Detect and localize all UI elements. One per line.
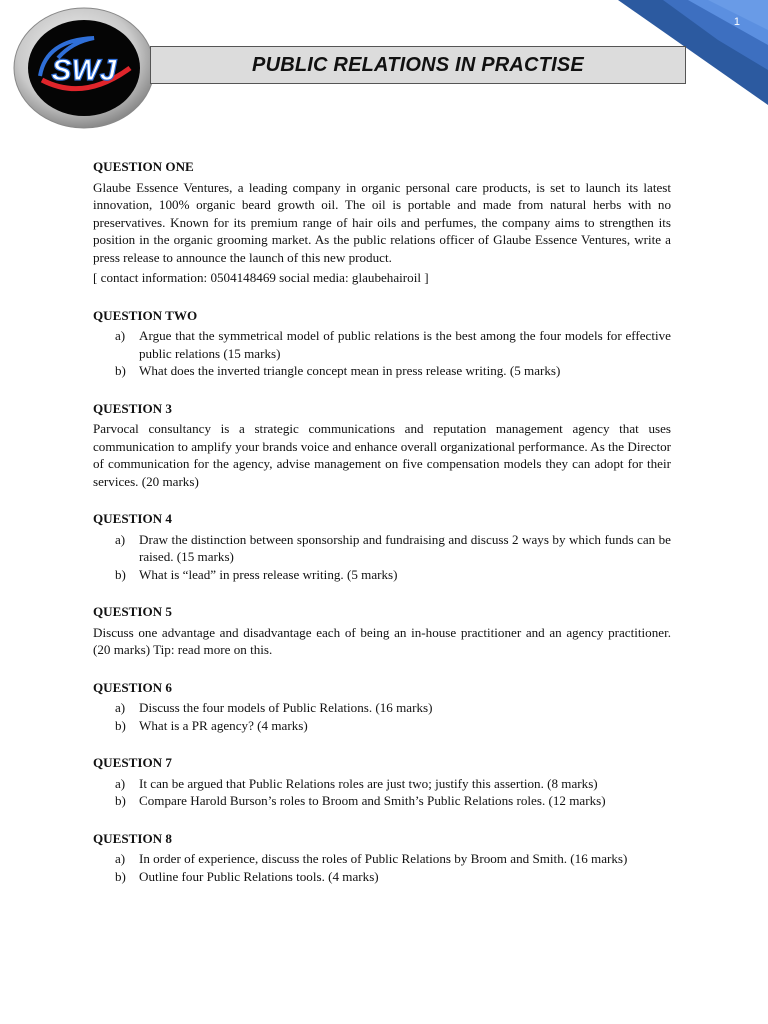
sub-question	[93, 717, 671, 735]
sub-question-list	[93, 775, 671, 810]
sub-question-list	[93, 699, 671, 734]
page-number: 1	[733, 16, 740, 28]
question-body: Discuss one advantage and disadvantage each of being an in-house practitioner and an agency practitioner. (20 marks) Tip: read more on this.	[93, 624, 671, 657]
sub-question-marker: b)	[115, 868, 126, 884]
question-heading: QUESTION 7	[93, 755, 172, 770]
sub-question-list	[93, 850, 671, 885]
question-four-section	[93, 510, 671, 583]
sub-question-text: Compare Harold Burson’s roles to Broom and Smith’s Public Relations roles. (12 marks)	[139, 793, 606, 808]
question-six-section	[93, 679, 671, 735]
sub-question-text: Argue that the symmetrical model of public relations is the best among the four models for effective public relations (15 marks)	[139, 328, 671, 361]
question-heading: QUESTION TWO	[93, 307, 198, 323]
document-title: PUBLIC RELATIONS IN PRACTISE	[252, 53, 584, 76]
sub-question-marker: a)	[115, 328, 126, 343]
question-two-section	[93, 307, 671, 380]
sub-question-text: Outline four Public Relations tools. (4 marks)	[139, 868, 379, 884]
sub-question	[93, 699, 671, 717]
sub-question	[93, 566, 671, 584]
sub-question-text: Discuss the four models of Public Relations. (16 marks)	[139, 700, 433, 715]
question-eight-section	[93, 830, 671, 886]
question-paper	[93, 158, 671, 905]
question-body: Glaube Essence Ventures, a leading company in organic personal care products, is set to launch its latest innovation, 100% organic beard growth oil. The oil is portable and made from natural herbs with no preservatives. Known for its premium range of hair oils and perfumes, the company aims to strengthen its position in the organic grooming market. As the public relations officer of Glaube Essence Ventures, write a press release to announce the launch of this new product.	[93, 179, 671, 265]
sub-question-marker: b)	[115, 363, 126, 378]
question-heading: QUESTION 4	[93, 511, 172, 526]
sub-question-marker: b)	[115, 566, 126, 582]
sub-question	[93, 868, 671, 886]
question-heading: QUESTION 8	[93, 830, 172, 846]
sub-question	[93, 775, 671, 793]
sub-question	[93, 362, 671, 380]
question-body: Parvocal consultancy is a strategic communications and reputation management agency that uses communication to amplify your brands voice and enhance overall organizational performance. As the Director of communication for the agency, advise management on five compensation models they can adopt for their services. (20 marks)	[93, 421, 671, 489]
sub-question	[93, 850, 671, 868]
sub-question-list	[93, 327, 671, 380]
contact-information: [ contact information: 0504148469 social media: glaubehairoil ]	[93, 270, 429, 285]
question-heading: QUESTION ONE	[93, 159, 194, 174]
swj-logo	[12, 6, 158, 130]
sub-question-marker: a)	[115, 531, 126, 547]
question-seven-section	[93, 754, 671, 810]
sub-question-list	[93, 531, 671, 584]
sub-question-marker: b)	[115, 717, 126, 733]
sub-question-text: What is a PR agency? (4 marks)	[139, 717, 308, 733]
sub-question-marker: a)	[115, 700, 126, 715]
sub-question	[93, 531, 671, 566]
sub-question-text: It can be argued that Public Relations roles are just two; justify this assertion. (8 marks)	[139, 775, 598, 791]
sub-question-marker: a)	[115, 775, 126, 791]
question-heading: QUESTION 5	[93, 604, 172, 619]
question-heading: QUESTION 3	[93, 400, 172, 416]
sub-question-marker: b)	[115, 793, 126, 808]
sub-question-marker: a)	[115, 851, 126, 866]
sub-question-text: What does the inverted triangle concept mean in press release writing. (5 marks)	[139, 363, 561, 378]
sub-question	[93, 327, 671, 362]
question-five-section	[93, 603, 671, 659]
question-heading: QUESTION 6	[93, 679, 172, 695]
question-one-section	[93, 158, 671, 287]
sub-question-text: In order of experience, discuss the roles of Public Relations by Broom and Smith. (16 marks)	[139, 851, 628, 866]
svg-text:SWJ: SWJ	[51, 54, 117, 87]
sub-question-text: Draw the distinction between sponsorship and fundraising and discuss 2 ways by which funds can be raised. (15 marks)	[139, 531, 671, 564]
sub-question	[93, 792, 671, 810]
sub-question-text: What is “lead” in press release writing. (5 marks)	[139, 566, 398, 582]
question-three-section	[93, 400, 671, 491]
document-title-banner	[150, 46, 686, 84]
